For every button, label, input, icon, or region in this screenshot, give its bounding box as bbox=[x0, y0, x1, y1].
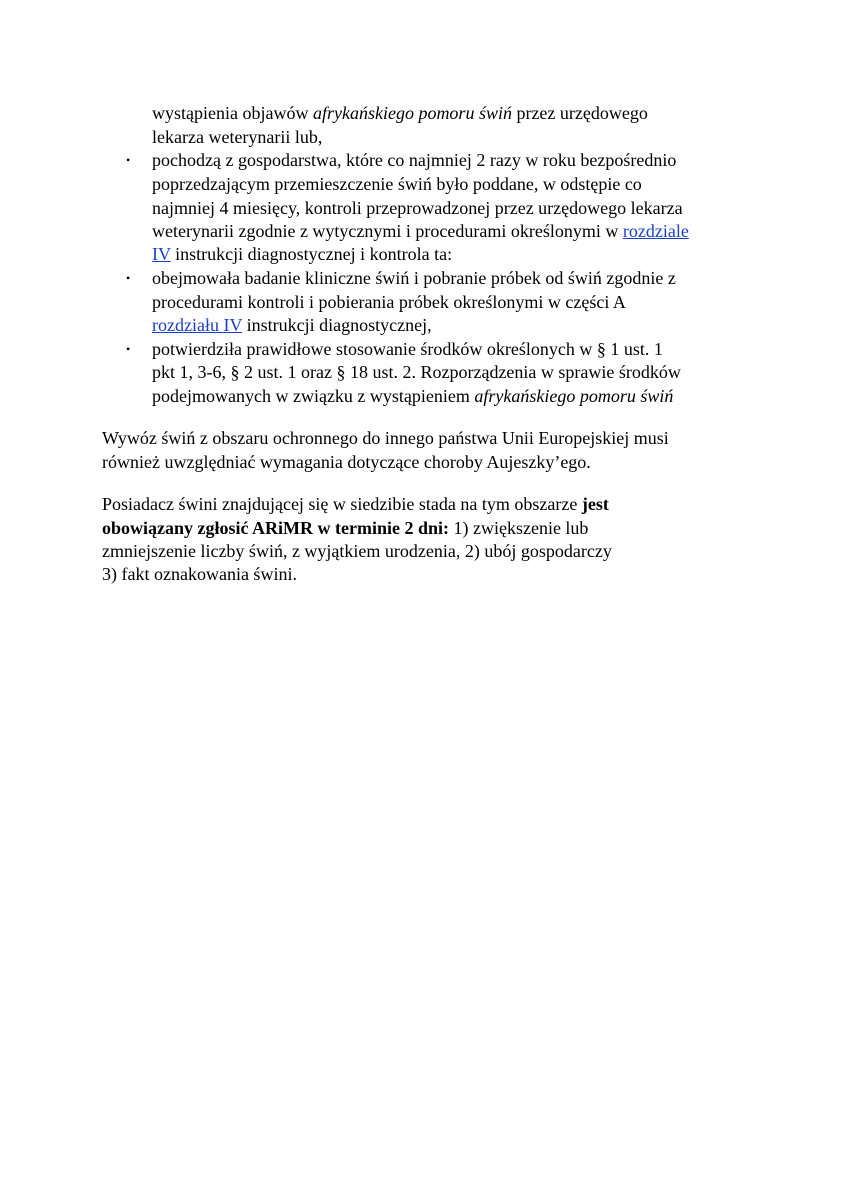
text-run: poprzedzającym przemieszczenie świń było poddane, w odstępie co bbox=[152, 174, 642, 194]
italic-text: afrykańskiego pomoru świń bbox=[474, 386, 674, 406]
text-run: pochodzą z gospodarstwa, które co najmniej 2 razy w roku bezpośrednio bbox=[152, 150, 677, 170]
list-item-line bbox=[152, 196, 683, 220]
text-run: obejmowała badanie kliniczne świń i pobranie próbek od świń zgodnie z bbox=[152, 268, 676, 288]
text-run: instrukcji diagnostycznej, bbox=[242, 315, 432, 335]
text-run: procedurami kontroli i pobierania próbek określonymi w części A bbox=[152, 292, 626, 312]
text-run: zmniejszenie liczby świń, z wyjątkiem urodzenia, 2) ubój gospodarczy bbox=[102, 541, 612, 561]
text-run: lekarza weterynarii lub, bbox=[152, 127, 323, 147]
list-item-continuation-line bbox=[152, 125, 322, 149]
text-run: pkt 1, 3-6, § 2 ust. 1 oraz § 18 ust. 2. Rozporządzenia w sprawie środków bbox=[152, 362, 681, 382]
list-item-line bbox=[152, 266, 676, 290]
bullet-icon: • bbox=[126, 153, 131, 167]
bullet-icon: • bbox=[126, 342, 131, 356]
text-run: weterynarii zgodnie z wytycznymi i procedurami określonymi w bbox=[152, 221, 623, 241]
list-item-line bbox=[152, 290, 626, 314]
link-rozdziale-iv[interactable]: rozdziale bbox=[622, 221, 689, 241]
text-run: 3) fakt oznakowania świni. bbox=[102, 564, 297, 584]
list-item-line bbox=[152, 148, 676, 172]
link-rozdzialu-iv[interactable]: rozdziału IV bbox=[152, 315, 243, 335]
text-run: Wywóz świń z obszaru ochronnego do innego państwa Unii Europejskiej musi bbox=[102, 428, 669, 448]
list-item-line bbox=[152, 219, 689, 243]
list-item-line bbox=[152, 242, 452, 266]
list-item-line bbox=[152, 337, 663, 361]
list-item-line bbox=[152, 313, 432, 337]
bold-text: obowiązany zgłosić ARiMR w terminie 2 dni: bbox=[102, 518, 449, 538]
paragraph-line bbox=[102, 562, 297, 586]
paragraph-line bbox=[102, 516, 588, 540]
paragraph-line bbox=[102, 450, 591, 474]
text-run: 1) zwiększenie lub bbox=[448, 518, 589, 538]
paragraph-line bbox=[102, 492, 609, 516]
list-item-continuation-line bbox=[152, 101, 648, 125]
italic-text: afrykańskiego pomoru świń bbox=[312, 103, 512, 123]
list-item-line bbox=[152, 384, 673, 408]
text-run: najmniej 4 miesięcy, kontroli przeprowadzonej przez urzędowego lekarza bbox=[152, 198, 683, 218]
link-rozdziale-iv[interactable]: IV bbox=[152, 244, 171, 264]
list-item-line bbox=[152, 172, 642, 196]
text-run: przez urzędowego bbox=[511, 103, 648, 123]
text-run: podejmowanych w związku z wystąpieniem bbox=[152, 386, 475, 406]
bold-text: jest bbox=[581, 494, 609, 514]
text-run: wystąpienia objawów bbox=[152, 103, 313, 123]
bullet-icon: • bbox=[126, 271, 131, 285]
text-run: potwierdziła prawidłowe stosowanie środków określonych w § 1 ust. 1 bbox=[152, 339, 663, 359]
paragraph-line bbox=[102, 426, 669, 450]
text-run: instrukcji diagnostycznej i kontrola ta: bbox=[170, 244, 453, 264]
paragraph-line bbox=[102, 539, 612, 563]
list-item-line bbox=[152, 360, 681, 384]
text-run: Posiadacz świni znajdującej się w siedzibie stada na tym obszarze bbox=[102, 494, 582, 514]
text-run: również uwzględniać wymagania dotyczące choroby Aujeszky’ego. bbox=[102, 452, 591, 472]
